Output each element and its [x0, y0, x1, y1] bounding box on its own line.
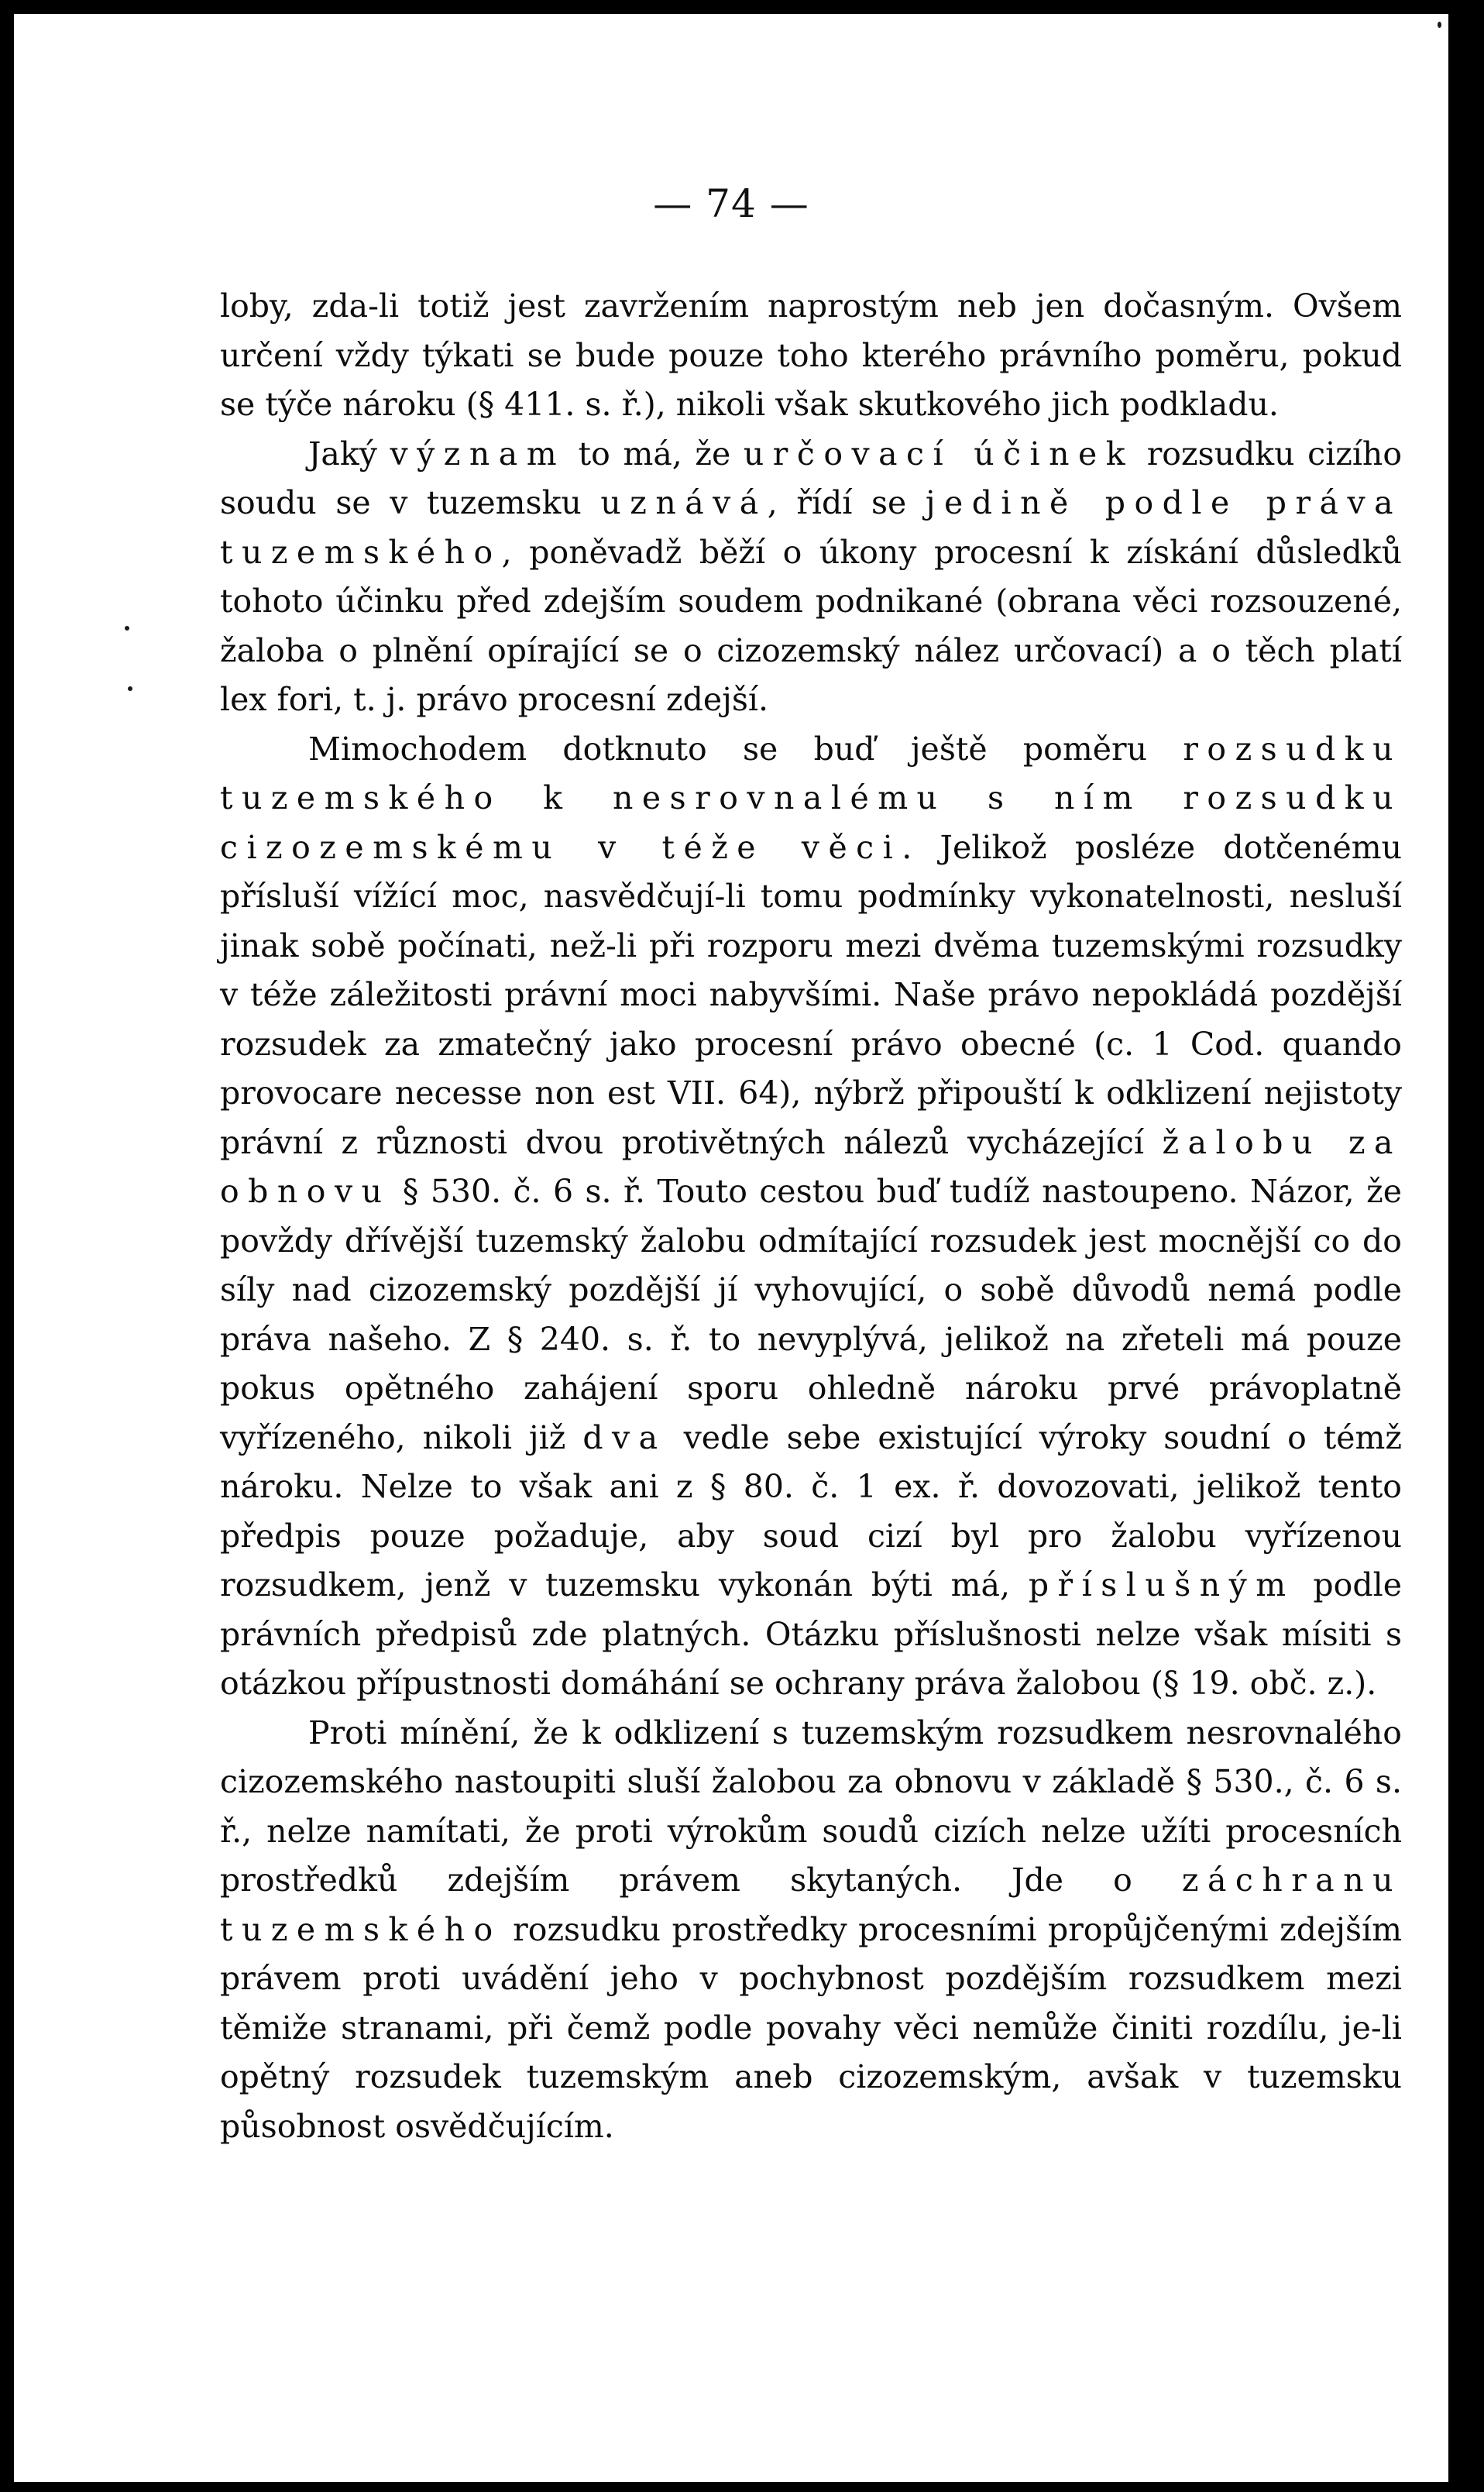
paragraph — [220, 430, 1402, 725]
text-run: Jaký — [308, 435, 390, 473]
text-run: rozsudku cizího soudu se v tuzemsku — [220, 435, 1403, 521]
emphasized-text: příslušným — [1028, 1566, 1295, 1603]
emphasized-text: jedině podle práva tuzemského — [220, 484, 1403, 571]
text-run: § 530. č. 6 s. ř. Touto cestou buď tudíž nastoupeno. Názor, že povždy dřívější tuzemský žalobu odmítající rozsudek jest mocnější co do síly nad cizozemský pozdější jí vyhovující, o sobě důvodů nemá podle práva našeho. Z § 240. s. ř. to nevyplývá, jelikož na zřeteli má pouze pokus opětného zahájení sporu ohledně nároku prvé právoplatně vyřízeného, nikoli již — [220, 1173, 1402, 1456]
emphasized-text: rozsudku tuzemského k nesrovnalému s ním rozsudku cizozemskému v téže věci — [220, 730, 1402, 866]
text-run: podle právních předpisů zde platných. Otázku příslušnosti nelze však mísiti s otázkou přípustnosti domáhání se ochrany práva žalobou (§ 19. obč. z.). — [220, 1566, 1402, 1702]
text-run: Proti mínění, že k odklizení s tuzemským rozsudkem nesrovnalého cizozemského nastoupiti sluší žalobou za obnovu v základě § 530., č. 6 s. ř., nelze namítati, že proti výrokům soudů cizích nelze užíti procesních prostředků zdejším právem skytaných. Jde o — [220, 1713, 1402, 1899]
text-run: Mimochodem dotknuto se buď ještě poměru — [308, 730, 1183, 768]
text-run: to má, že — [565, 435, 744, 473]
text-run: , řídí se — [767, 484, 926, 521]
emphasized-text: dva — [582, 1418, 667, 1456]
text-run: rozsudku prostředky procesními propůjčenými zdejším právem proti uvádění jeho v pochybnost pozdějším rozsudkem mezi těmiže stranami, při čemž podle povahy věci nemůže činiti rozdílu, je-li opětný rozsudek tuzemským aneb cizozemským, avšak v tuzemsku působnost osvědčujícím. — [220, 1910, 1402, 2145]
book-page — [14, 14, 1448, 2482]
emphasized-text: žalobu za obnovu — [220, 1123, 1402, 1210]
paragraph — [220, 282, 1402, 430]
text-run: vedle sebe existující výroky soudní o témž nároku. Nelze to však ani z § 80. č. 1 ex. ř. dovozovati, jelikož tento předpis pouze požaduje, aby soud cizí byl pro žalobu vyřízenou rozsudkem, jenž v tuzemsku vykonán býti má, — [220, 1418, 1402, 1603]
text-run: , poněvadž běží o úkony procesní k získání důsledků tohoto účinku před zdejším soudem podnikané (obrana věci rozsouzené, žaloba o plnění opírající se o cizozemský nález určovací) a o těch platí lex fori, t. j. právo procesní zdejší. — [220, 533, 1402, 718]
emphasized-text: význam — [390, 435, 566, 473]
scan-speck — [1438, 22, 1441, 28]
text-run: loby, zda-li totiž jest zavržením naprostým neb jen dočasným. Ovšem určení vždy týkati se bude pouze toho kterého právního poměru, pokud se týče nároku (§ 411. s. ř.), nikoli však skutkového jich podkladu. — [220, 287, 1402, 423]
emphasized-text: uznává — [600, 484, 768, 521]
scan-speck — [125, 626, 129, 631]
paragraph — [220, 725, 1402, 1709]
page-number: — 74 — — [653, 181, 809, 226]
text-run: . Jelikož posléze dotčenému přísluší vížící moc, nasvědčují-li tomu podmínky vykonatelnosti, nesluší jinak sobě počínati, než-li při rozporu mezi dvěma tuzemskými rozsudky v téže záležitosti právní moci nabyvšími. Naše právo nepokládá pozdější rozsudek za zmatečný jako procesní právo obecné (c. 1 Cod. quando provocare necesse non est VII. 64), nýbrž připouští k odklizení nejistoty právní z různosti dvou protivětných nálezů vycházející — [220, 828, 1402, 1161]
emphasized-text: určovací účinek — [743, 435, 1135, 473]
emphasized-text: záchranu tuzemského — [220, 1861, 1402, 1948]
scan-speck — [128, 686, 132, 691]
paragraph — [220, 1709, 1402, 2152]
page-body-text — [220, 282, 1402, 2151]
